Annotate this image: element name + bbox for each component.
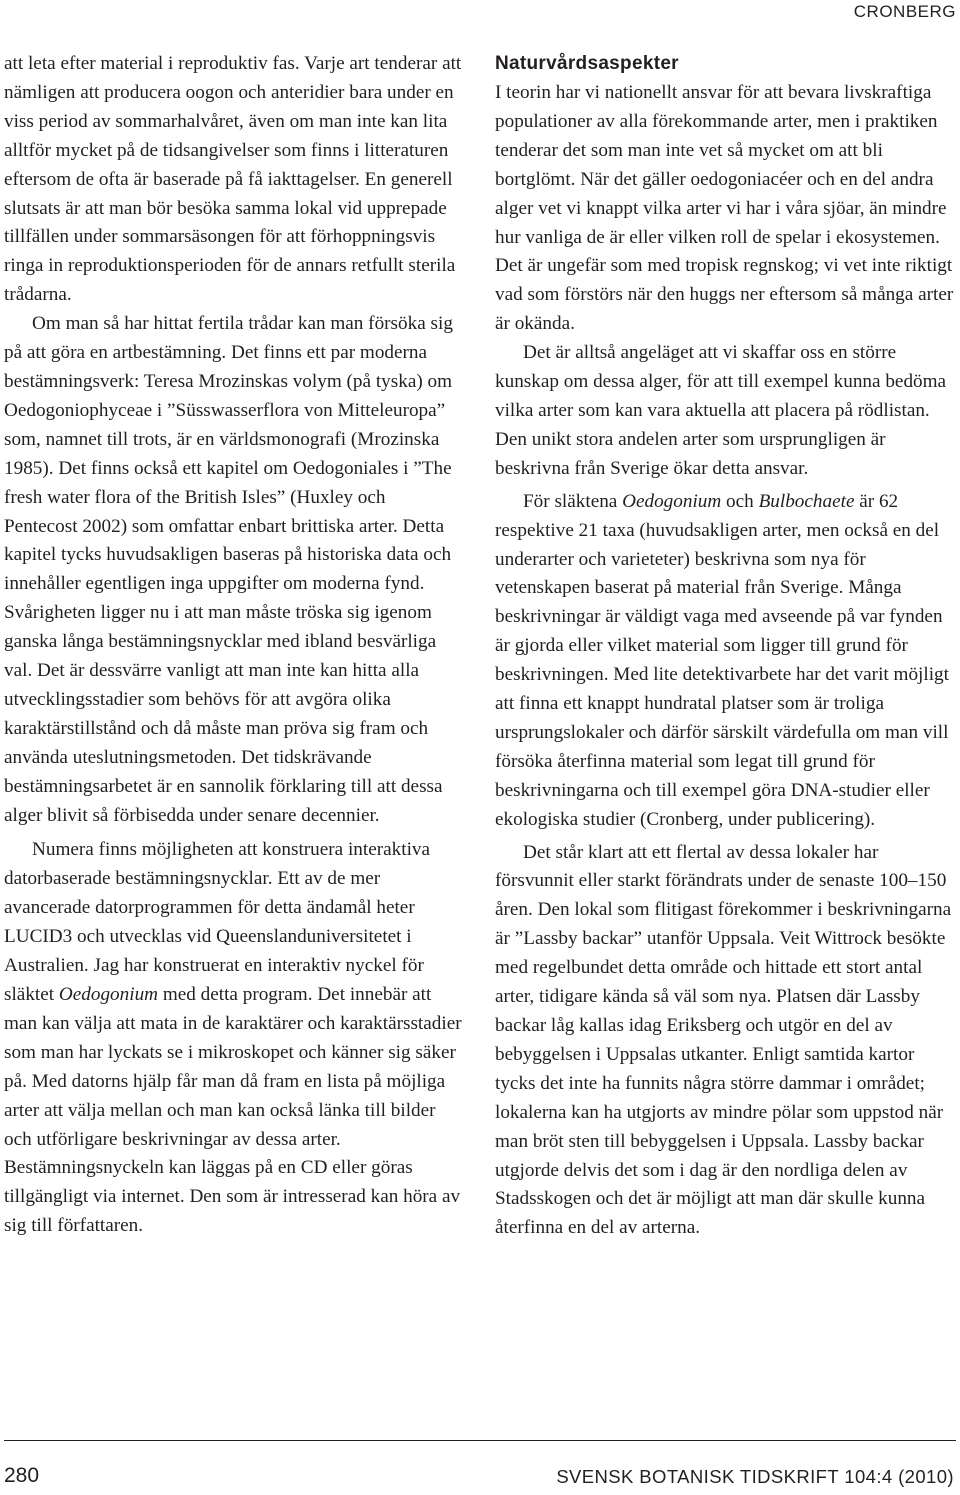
- right-column: [495, 50, 957, 1243]
- text-run: är 62 respektive 21 taxa (huvudsakligen arter, men också en del underarter och varieteter) beskrivna som nya för vetenskapen baserat på material från Sverige. Många beskrivningar är väldigt vaga med avseende på var fynden är gjorda eller vilket material som ligger till grund för beskrivningen. Med lite detektivarbete har det varit möjligt att finna ett knappt hundratal platser som är troliga ursprungslokaler och därför särskilt värdefulla om man vill försöka återfinna material som legat till grund för beskrivningarna och till exempel göra DNA-studier eller ekologiska studier (Cronberg, under publicering).: [495, 490, 949, 830]
- paragraph: Det står klart att ett flertal av dessa lokaler har försvunnit eller starkt förändrats under de senaste 100–150 åren. Den lokal som flitigast förekommer i beskrivningarna är ”Lassby backar” utanför Uppsala. Veit Wittrock besökte med regelbundet detta område och hittade ett stort antal arter, tidigare kända så väl som nya. Platsen där Lassby backar låg kallas idag Eriksberg och utgör en del av bebyggelsen i Uppsalas utkanter. Enligt samtida kartor tycks det inte ha funnits några större dammar i området; lokalerna kan ha utgjorts av mindre pölar som uppstod när man bröt sten till bebyggelsen i Uppsala. Lassby backar utgjorde delvis det som i dag är den nordliga delen av Stadsskogen och det är möjligt att man där skulle kunna återfinna en del av arterna.: [495, 841, 952, 1239]
- genus-name: Oedogonium: [622, 490, 722, 512]
- genus-name: Oedogonium: [58, 984, 159, 1005]
- page-number: 280: [4, 1464, 40, 1487]
- text-run: Numera finns möjligheten att konstruera interaktiva datorbaserade bestämningsnycklar. Ett av de mer avancerade datorprogrammen för detta ändamål heter LUCID3 och utvecklas vid Queenslanduniversitetet i Australien. Jag har konstruerat en interaktiv nyckel för släktet: [4, 839, 431, 1005]
- paragraph: att leta efter material i reproduktiv fas. Varje art tenderar att nämligen att producera oogon och anteridier bara under en viss period av sommarhalvåret, även om man inte kan lita alltför mycket på de tidsangivelser som finns i litteraturen eftersom de ofta är baserade på få iakttagelser. En generell slutsats är att man bör besöka samma lokal vid upprepade tillfällen under sommarsäsongen för att förhoppningsvis ringa in reproduktionsperioden för de annars retfullt sterila trådarna.: [4, 53, 462, 306]
- text-run: och: [721, 490, 759, 512]
- left-column: [4, 50, 462, 1241]
- genus-name: Bulbochaete: [758, 490, 855, 512]
- paragraph: Det är alltså angeläget att vi skaffar oss en större kunskap om dessa alger, för att till exempel kunna bedöma vilka arter som kan vara aktuella att placera på rödlistan. Den unikt stora andelen arter som ursprungligen är beskrivna från Sverige ökar detta ansvar.: [495, 342, 947, 479]
- paragraph: Om man så har hittat fertila trådar kan man försöka sig på att göra en artbestämning. Det finns ett par moderna bestämningsverk: Teresa Mrozinskas volym (på tyska) om Oedogoniophyceae i ”Süsswasserflora von Mitteleuropa” som, namnet till trots, är en världsmonografi (Mrozinska 1985). Det finns också ett kapitel om Oedogoniales i ”The fresh water flora of the British Isles” (Huxley och Pentecost 2002) som omfattar enbart brittiska arter. Detta kapitel tycks huvudsakligen baseras på historiska data och innehåller egentligen inga uppgifter om moderna fynd. Svårigheten ligger nu i att man måste tröska sig igenom ganska långa bestämningsnycklar med ibland besvärliga val. Det är dessvärre vanligt att man inte kan hitta alla utvecklingsstadier som behövs för att avgöra olika karaktärstillstånd och då måste man pröva sig fram och använda uteslutningsmetoden. Det tidskrävande bestämningsarbetet är en sannolik förklaring till att dessa alger blivit så förbisedda under senare decennier.: [4, 313, 453, 826]
- paragraph: I teorin har vi nationellt ansvar för att bevara livskraftiga populationer av alla förekommande arter, men i praktiken tenderar det som man inte vet så mycket om att bli bortglömt. När det gäller oedogoniacéer och en del andra alger vet vi knappt vilka arter vi har i våra sjöar, än mindre hur vanliga de är eller vilken roll de spelar i ekosystemen. Det är ungefär som med tropisk regnskog; vi vet inte riktigt vad som förstörs när den huggs ner eftersom så många arter är okända.: [495, 82, 954, 335]
- footer-divider: [4, 1440, 956, 1441]
- text-run: För släktena: [523, 490, 623, 512]
- running-head: CRONBERG: [853, 2, 956, 21]
- section-heading: Naturvårdsaspekter: [495, 53, 679, 74]
- paragraph: [495, 488, 957, 835]
- journal-citation: SVENSK BOTANISK TIDSKRIFT 104:4 (2010): [556, 1466, 954, 1487]
- text-run: med detta program. Det innebär att man kan välja att mata in de karaktärer och karaktärsstadier som man har lyckats se i mikroskopet och känner sig säker på. Med datorns hjälp får man då fram en lista på möjliga arter att välja mellan och man kan också länka till bilder och utförligare beskrivningar av dessa arter. Bestämningsnyckeln kan läggas på en CD eller göras tillgängligt via internet. Den som är intresserad kan höra av sig till författaren.: [4, 984, 462, 1237]
- paragraph: [4, 836, 462, 1241]
